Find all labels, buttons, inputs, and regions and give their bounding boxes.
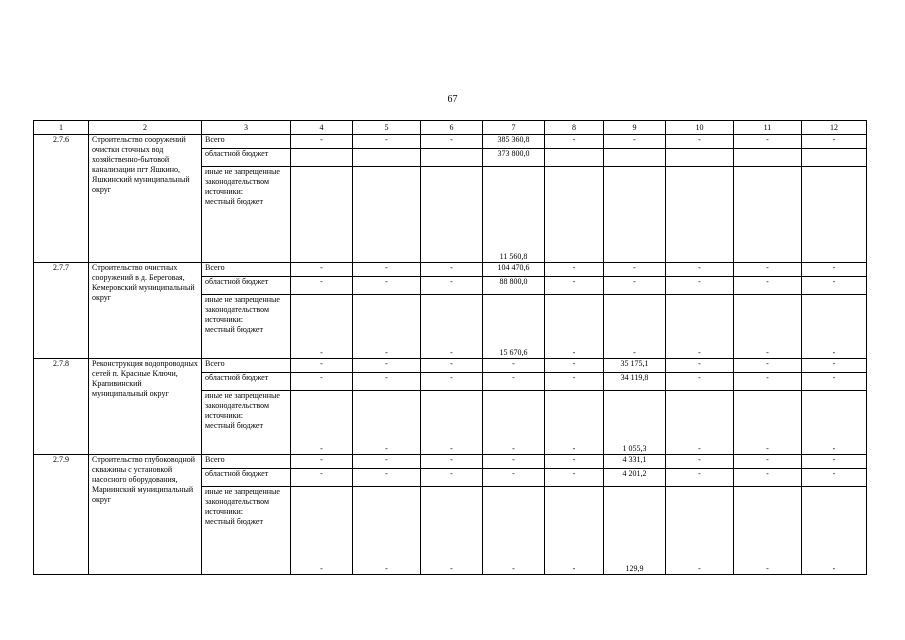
funding-source: Всего xyxy=(202,135,291,149)
column-header: 5 xyxy=(353,121,421,135)
column-header: 2 xyxy=(89,121,202,135)
value-cell: - xyxy=(353,295,421,359)
value-cell: - xyxy=(353,135,421,149)
value-cell: - xyxy=(421,135,483,149)
value-cell: - xyxy=(545,469,604,487)
value-cell: - xyxy=(353,391,421,455)
value-cell: - xyxy=(666,469,734,487)
column-header: 8 xyxy=(545,121,604,135)
value-cell: - xyxy=(604,295,666,359)
value-cell: - xyxy=(483,391,545,455)
value-cell: - xyxy=(483,469,545,487)
value-cell xyxy=(734,167,802,263)
value-cell: 11 560,8 xyxy=(483,167,545,263)
item-code: 2.7.9 xyxy=(34,455,89,575)
value-cell xyxy=(421,149,483,167)
value-cell: - xyxy=(666,487,734,575)
funding-source: Всего xyxy=(202,359,291,373)
table-row xyxy=(34,263,867,277)
funding-source: областной бюджет xyxy=(202,469,291,487)
value-cell: - xyxy=(734,391,802,455)
value-cell xyxy=(353,167,421,263)
value-cell: 104 470,6 xyxy=(483,263,545,277)
value-cell: - xyxy=(483,359,545,373)
value-cell: - xyxy=(353,373,421,391)
value-cell: - xyxy=(666,277,734,295)
value-cell: - xyxy=(421,455,483,469)
item-name: Реконструкция водопроводных сетей п. Красные Ключи, Крапивинский муниципальный округ xyxy=(89,359,202,455)
item-code: 2.7.6 xyxy=(34,135,89,263)
value-cell: - xyxy=(421,295,483,359)
value-cell: - xyxy=(545,373,604,391)
value-cell: - xyxy=(802,455,867,469)
value-cell: - xyxy=(353,487,421,575)
value-cell: - xyxy=(545,277,604,295)
value-cell: - xyxy=(421,373,483,391)
value-cell: 35 175,1 xyxy=(604,359,666,373)
value-cell xyxy=(291,149,353,167)
value-cell: - xyxy=(483,487,545,575)
value-cell: - xyxy=(802,135,867,149)
table-row xyxy=(34,455,867,469)
value-cell: - xyxy=(802,263,867,277)
value-cell: - xyxy=(545,295,604,359)
column-header: 6 xyxy=(421,121,483,135)
value-cell xyxy=(421,167,483,263)
value-cell: - xyxy=(802,295,867,359)
value-cell: - xyxy=(545,487,604,575)
value-cell: - xyxy=(291,487,353,575)
value-cell xyxy=(291,167,353,263)
column-header: 12 xyxy=(802,121,867,135)
value-cell: - xyxy=(353,469,421,487)
value-cell: - xyxy=(545,455,604,469)
value-cell: 4 331,1 xyxy=(604,455,666,469)
value-cell: - xyxy=(666,135,734,149)
value-cell: - xyxy=(421,263,483,277)
value-cell: - xyxy=(604,135,666,149)
value-cell: - xyxy=(666,359,734,373)
value-cell: - xyxy=(802,359,867,373)
value-cell: - xyxy=(291,359,353,373)
value-cell: - xyxy=(734,295,802,359)
value-cell xyxy=(604,149,666,167)
value-cell: 4 201,2 xyxy=(604,469,666,487)
value-cell: 373 800,0 xyxy=(483,149,545,167)
value-cell: 15 670,6 xyxy=(483,295,545,359)
table-row xyxy=(34,359,867,373)
item-code: 2.7.7 xyxy=(34,263,89,359)
value-cell xyxy=(734,149,802,167)
value-cell: - xyxy=(545,359,604,373)
value-cell: - xyxy=(291,391,353,455)
funding-source: иные не запрещенные законодательством источники: местный бюджет xyxy=(202,391,291,455)
value-cell: - xyxy=(483,455,545,469)
funding-source: областной бюджет xyxy=(202,277,291,295)
value-cell: 129,9 xyxy=(604,487,666,575)
value-cell: - xyxy=(291,455,353,469)
value-cell xyxy=(353,149,421,167)
value-cell: - xyxy=(291,295,353,359)
value-cell: - xyxy=(802,373,867,391)
value-cell: - xyxy=(545,391,604,455)
value-cell: - xyxy=(802,469,867,487)
value-cell: - xyxy=(666,263,734,277)
value-cell: - xyxy=(734,487,802,575)
value-cell: - xyxy=(421,391,483,455)
value-cell xyxy=(666,149,734,167)
value-cell: - xyxy=(421,359,483,373)
page-number: 67 xyxy=(447,94,458,105)
value-cell: - xyxy=(353,455,421,469)
funding-source: иные не запрещенные законодательством источники: местный бюджет xyxy=(202,295,291,359)
value-cell: - xyxy=(734,455,802,469)
value-cell: - xyxy=(666,391,734,455)
value-cell: - xyxy=(545,135,604,149)
value-cell: - xyxy=(421,277,483,295)
value-cell: - xyxy=(291,135,353,149)
funding-source: областной бюджет xyxy=(202,149,291,167)
value-cell: - xyxy=(666,295,734,359)
value-cell: - xyxy=(802,487,867,575)
value-cell: 34 119,8 xyxy=(604,373,666,391)
value-cell: - xyxy=(666,455,734,469)
value-cell: - xyxy=(291,469,353,487)
value-cell: - xyxy=(802,277,867,295)
value-cell xyxy=(604,167,666,263)
funding-source: иные не запрещенные законодательством источники: местный бюджет xyxy=(202,487,291,575)
value-cell: - xyxy=(734,263,802,277)
item-name: Строительство очистных сооружений в д. Береговая, Кемеровский муниципальный округ xyxy=(89,263,202,359)
value-cell xyxy=(802,167,867,263)
value-cell: 88 800,0 xyxy=(483,277,545,295)
table-row xyxy=(34,135,867,149)
column-header-row xyxy=(34,121,867,135)
column-header: 4 xyxy=(291,121,353,135)
budget-table xyxy=(33,120,867,575)
value-cell: - xyxy=(802,391,867,455)
value-cell: - xyxy=(604,277,666,295)
value-cell: - xyxy=(666,373,734,391)
value-cell xyxy=(666,167,734,263)
value-cell: - xyxy=(421,487,483,575)
value-cell: - xyxy=(291,263,353,277)
value-cell: - xyxy=(734,277,802,295)
value-cell: - xyxy=(353,277,421,295)
value-cell: - xyxy=(291,277,353,295)
value-cell: - xyxy=(421,469,483,487)
item-name: Строительство сооружений очистки сточных вод хозяйственно-бытовой канализации пгт Яшкино, Яшкинский муниципальный округ xyxy=(89,135,202,263)
value-cell: 1 055,3 xyxy=(604,391,666,455)
value-cell: - xyxy=(353,359,421,373)
column-header: 11 xyxy=(734,121,802,135)
value-cell: - xyxy=(483,373,545,391)
funding-source: Всего xyxy=(202,455,291,469)
value-cell: 385 360,8 xyxy=(483,135,545,149)
column-header: 9 xyxy=(604,121,666,135)
column-header: 7 xyxy=(483,121,545,135)
item-name: Строительство глубоководной скважины с установкой насосного оборудования, Мариинский муниципальный округ xyxy=(89,455,202,575)
value-cell xyxy=(545,149,604,167)
value-cell: - xyxy=(734,135,802,149)
column-header: 3 xyxy=(202,121,291,135)
value-cell: - xyxy=(291,373,353,391)
funding-source: иные не запрещенные законодательством источники: местный бюджет xyxy=(202,167,291,263)
value-cell: - xyxy=(734,359,802,373)
value-cell: - xyxy=(353,263,421,277)
value-cell: - xyxy=(734,469,802,487)
value-cell: - xyxy=(545,263,604,277)
value-cell: - xyxy=(604,263,666,277)
funding-source: Всего xyxy=(202,263,291,277)
item-code: 2.7.8 xyxy=(34,359,89,455)
value-cell xyxy=(802,149,867,167)
funding-source: областной бюджет xyxy=(202,373,291,391)
column-header: 1 xyxy=(34,121,89,135)
value-cell xyxy=(545,167,604,263)
value-cell: - xyxy=(734,373,802,391)
column-header: 10 xyxy=(666,121,734,135)
